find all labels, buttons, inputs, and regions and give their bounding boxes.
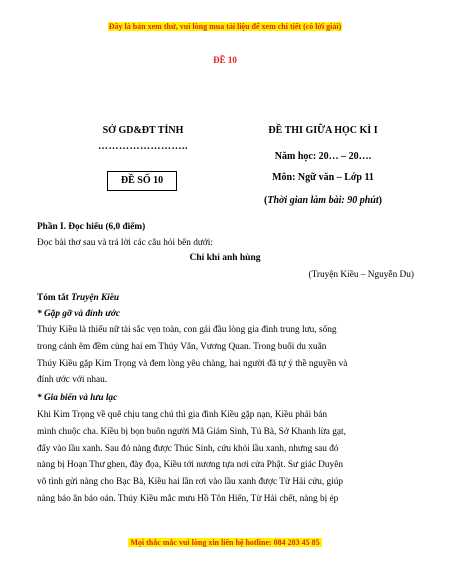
exam-duration [228, 195, 418, 206]
summary-heading [37, 290, 415, 306]
paragraph-line: mình chuộc cha. Kiều bị bọn buôn người Mã Giám Sinh, Tú Bà, Sở Khanh lừa gạt, [37, 426, 346, 437]
hotline-text: Mọi thắc mắc vui lòng xin liên hệ hotline: 084 283 45 85 [130, 538, 320, 547]
duration-close-paren: ) [378, 195, 382, 206]
preview-notice-text: Đây là bản xem thử, vui lòng mua tài liệu để xem chi tiết (có lời giải) [108, 22, 342, 31]
exam-title: ĐỀ THI GIỮA HỌC KÌ I [268, 125, 378, 136]
paragraph-line: Khi Kim Trọng về quê chịu tang chú thì gia đình Kiều gặp nạn, Kiều phải bán [37, 410, 327, 420]
duration-text: Thời gian làm bài: 90 phút [267, 195, 379, 206]
hotline-banner [0, 538, 450, 548]
reading-instruction: Đọc bài thơ sau và trả lời các câu hỏi bên dưới: [37, 238, 213, 248]
department-name: SỞ GD&ĐT TỈNH [102, 125, 184, 136]
poem-source: (Truyện Kiều – Nguyễn Du) [308, 270, 414, 280]
paragraph-line: Thúy Kiều là thiếu nữ tài sắc vẹn toàn, con gái đầu lòng gia đình trung lưu, sống [37, 325, 337, 335]
section-misfortune-title: * Gia biến và lưu lạc [37, 393, 118, 403]
summary-label: Tóm tắt [37, 293, 72, 303]
department-dots: …………………….. [98, 141, 188, 152]
paragraph-line: đẩy vào lầu xanh. Sau đó nàng được Thúc Sinh, cứu khỏi lầu xanh, nhưng sau đó [37, 443, 339, 454]
subject-line: Môn: Ngữ văn – Lớp 11 [272, 172, 374, 183]
paragraph-line: nàng bị Hoạn Thư ghen, đày đọa, Kiều tới nương tựa nơi cửa Phật. Sư giác Duyên [37, 460, 343, 471]
paragraph-line: Thúy Kiều gặp Kim Trọng và đem lòng yêu chàng, hai người đã tự ý thề nguyền và [37, 358, 348, 369]
duration-open-paren: ( [264, 195, 268, 206]
paragraph-line: vô tình gửi nàng cho Bạc Bà, Kiều hai lần rơi vào lầu xanh được Từ Hải cứu, giúp [37, 477, 344, 488]
school-year: Năm học: 20… – 20…. [274, 151, 372, 162]
paragraph-line: đính ước với nhau. [37, 375, 108, 386]
summary-work-title: Truyện Kiều [71, 293, 120, 303]
exam-code-box: ĐỀ SỐ 10 [107, 171, 177, 191]
section-misfortune-paragraph [37, 407, 415, 508]
paragraph-line: nàng báo ân báo oán. Thúy Kiều mắc mưu Hồ Tôn Hiến, Từ Hải chết, nàng bị ép [37, 493, 339, 504]
exam-number-heading: ĐỀ 10 [213, 55, 237, 65]
part1-title: Phần I. Đọc hiểu (6,0 điểm) [37, 222, 146, 232]
section-meeting-paragraph [37, 322, 415, 389]
paragraph-line: trong cảnh êm đềm cùng hai em Thúy Vân, Vương Quan. Trong buổi du xuân [37, 341, 327, 352]
preview-notice-banner [0, 22, 450, 32]
section-meeting-title: * Gặp gỡ và đính ước [37, 309, 120, 319]
poem-title: Chí khí anh hùng [189, 253, 261, 263]
